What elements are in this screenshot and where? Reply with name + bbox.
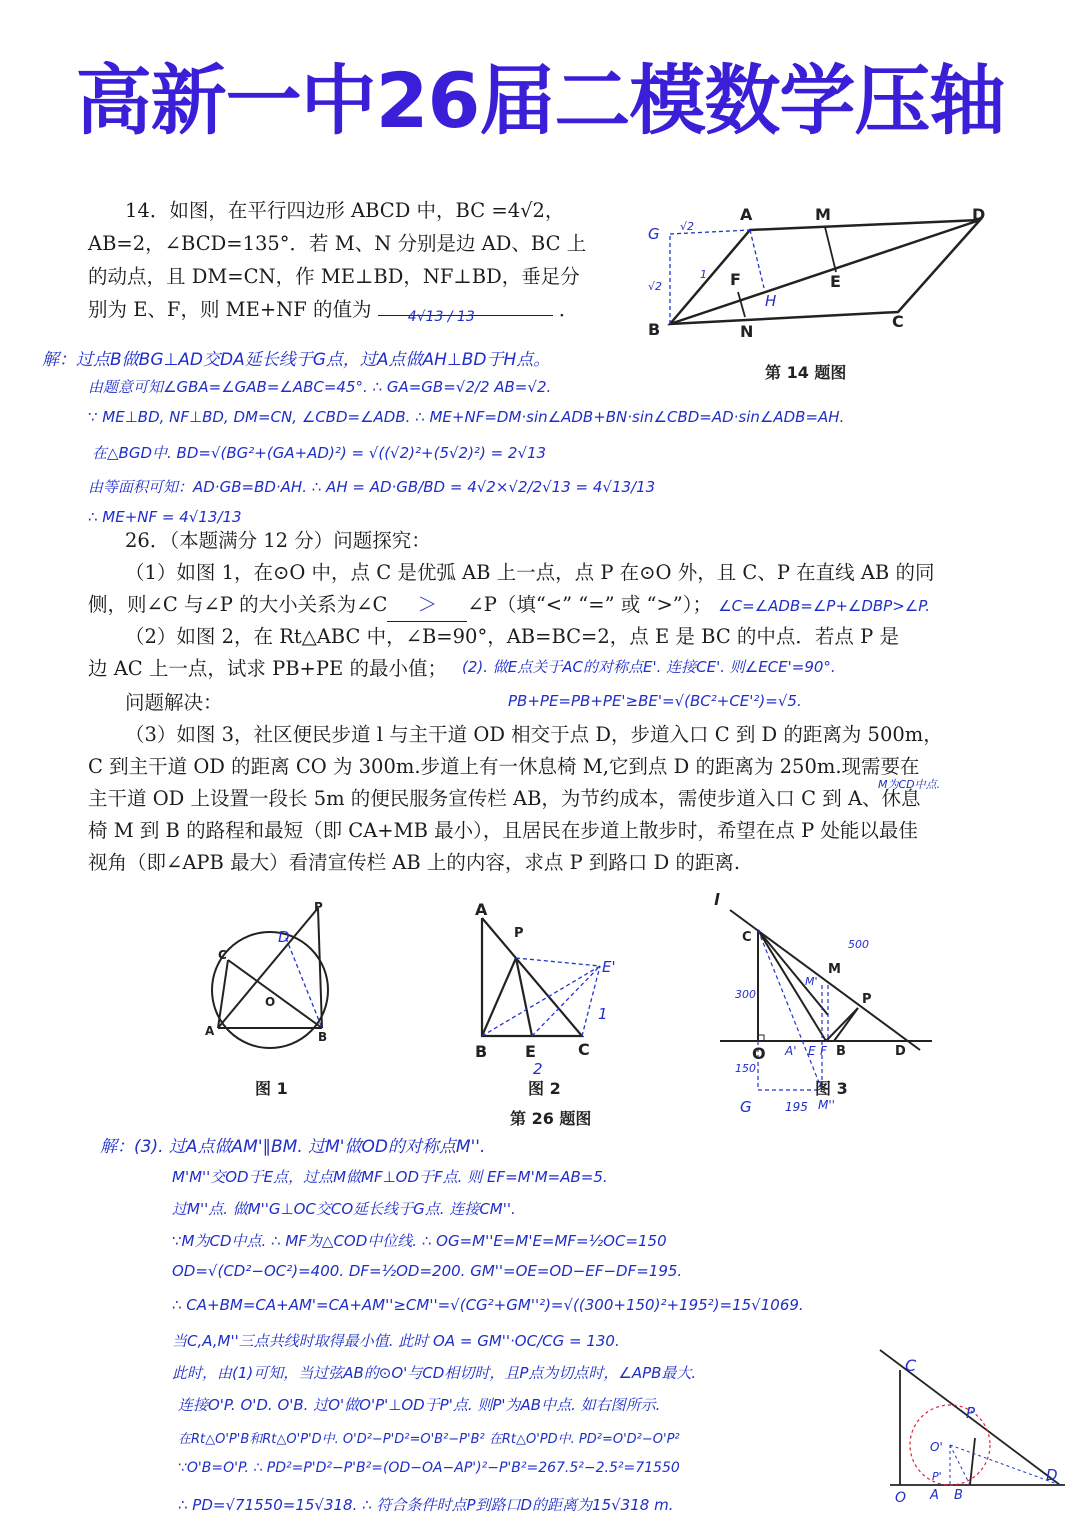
fig3-label-500: 500	[848, 938, 869, 951]
fig3-label-d: D	[895, 1044, 906, 1059]
mini-label-c: C	[905, 1356, 917, 1375]
q26-line1: （1）如图 1，在⊙O 中，点 C 是优弧 AB 上一点，点 P 在⊙O 外，且 C、P 在直线 AB 的同	[125, 561, 935, 584]
mini-label-d: D	[1046, 1466, 1058, 1484]
fig3-label-195: 195	[785, 1100, 808, 1114]
fig14-caption: 第 14 题图	[765, 363, 847, 382]
q14-line1: 14．如图，在平行四边形 ABCD 中，BC =4√2，	[125, 199, 565, 222]
fig3-label-m: M	[828, 962, 841, 977]
fig2-label-e: E	[525, 1042, 536, 1061]
fig3-label-150: 150	[735, 1062, 756, 1075]
sol14-line5: 由等面积可知：AD·GB=BD·AH. ∴ AH = AD·GB/BD = 4√2×√2/2√13 = 4√13/13	[88, 478, 656, 496]
q14-answer: 4√13 / 13	[407, 309, 475, 325]
fig14-label-g: G	[648, 225, 660, 243]
sol14-line3: ∵ ME⊥BD, NF⊥BD, DM=CN, ∠CBD=∠ADB. ∴ ME+NF=DM·sin∠ADB+BN·sin∠CBD=AD·sin∠ADB=AH.	[88, 408, 845, 426]
sol26-line1: 解：(3). 过A点做AM'∥BM. 过M'做OD的对称点M''.	[100, 1137, 486, 1157]
mini-sketch	[870, 1350, 1070, 1500]
fig2-caption: 图 2	[528, 1079, 561, 1098]
q14-answer-blank	[378, 309, 553, 325]
fig1-caption: 图 1	[255, 1079, 288, 1098]
fig3-label-m-double-prime: M''	[818, 1098, 835, 1112]
aux-ce1	[582, 966, 600, 1036]
fig1-label-a: A	[205, 1024, 215, 1038]
fig1-label-b: B	[318, 1030, 328, 1044]
mini-label-b: B	[954, 1488, 963, 1503]
sol26-line2: M'M''交OD于E点，过点M做MF⊥OD于F点. 则 EF=M'M=AB=5.	[172, 1168, 608, 1186]
q26-line3: （2）如图 2，在 Rt△ABC 中，∠B=90°，AB=BC=2，点 E 是 BC 的中点．若点 P 是	[125, 625, 899, 648]
q26-line2	[88, 588, 930, 623]
fig14-label-root2-left: √2	[648, 280, 663, 293]
sol26-line3: 过M''点. 做M''G⊥OC交CO延长线于G点. 连接CM''.	[172, 1200, 516, 1218]
q26-line6: （3）如图 3，社区便民步道 l 与主干道 OD 相交于点 D，步道入口 C 到 D 的距离为 500m，	[125, 723, 943, 746]
mini-label-p: P	[966, 1404, 976, 1422]
sol14-line2: 由题意可知∠GBA=∠GAB=∠ABC=45°. ∴ GA=GB=√2/2 AB=√2.	[88, 378, 552, 396]
q26-line8: 主干道 OD 上设置一段长 5m 的便民服务宣传栏 AB，为节约成本，需使步道入口 C 到 A、休息	[88, 787, 921, 810]
segment-ap	[826, 1008, 858, 1041]
q26-line2-b: ∠P（填“<” “=” 或 “>”）；	[467, 593, 713, 616]
q26-line5-handwriting: PB+PE=PB+PE'≥BE'=√(BC²+CE'²)=√5.	[508, 692, 802, 710]
fig14-label-root2-top: √2	[680, 220, 695, 233]
q26-line7-handwriting: M为CD中点.	[878, 778, 941, 791]
q26-blank-answer: ＞	[387, 588, 467, 622]
triangle-abc	[482, 918, 582, 1036]
q26-line7: C 到主干道 OD 的距离 CO 为 300m.步道上有一休息椅 M,它到点 D 的距离为 250m.现需要在	[88, 755, 920, 778]
fig14-label-b: B	[648, 320, 661, 339]
segment-pe	[516, 958, 532, 1036]
fig3-label-o: O	[752, 1044, 766, 1063]
q26-line4: 边 AC 上一点，试求 PB+PE 的最小值；	[88, 657, 447, 680]
fig14-label-e: E	[830, 272, 841, 291]
fig14-label-m: M	[815, 205, 831, 224]
mini-label-p-prime: P'	[932, 1470, 942, 1483]
fig3-label-e: E	[808, 1044, 816, 1058]
fig14-label-d: D	[972, 205, 986, 224]
fig14-label-h: H	[765, 292, 777, 310]
fig14-label-f: F	[730, 270, 741, 289]
fig2-label-p: P	[514, 926, 524, 941]
sol26-line12: ∴ PD=√71550=15√318. ∴ 符合条件时点P到路口D的距离为15√318 m.	[178, 1496, 674, 1514]
fig3-label-p: P	[862, 992, 872, 1007]
aux-ee1	[532, 966, 600, 1036]
q14-line2: AB=2，∠BCD=135°．若 M、N 分别是边 AD、BC 上	[88, 232, 587, 255]
fig3-caption: 图 3	[815, 1079, 848, 1098]
fig2-label-b: B	[475, 1042, 488, 1061]
segment-cm	[758, 930, 828, 1015]
aux-be1	[482, 966, 600, 1036]
q26-head: 26．（本题满分 12 分）问题探究：	[125, 529, 431, 552]
sol26-line5: OD=√(CD²−OC²)=400. DF=½OD=200. GM''=OE=OD−EF−DF=195.	[172, 1262, 683, 1280]
sol26-line8: 此时，由(1)可知，当过弦AB的⊙O'与CD相切时，且P点为切点时，∠APB最大.	[172, 1364, 697, 1382]
mini-label-a: A	[930, 1488, 939, 1503]
fig14-label-a: A	[740, 205, 753, 224]
sol26-line11: ∵O'B=O'P. ∴ PD²=P'D²−P'B²=(OD−OA−AP')²−P'B²=267.5²−2.5²=71550	[178, 1460, 680, 1476]
q26-line5: 问题解决：	[125, 691, 223, 714]
q26-line2-a: 侧，则∠C 与∠P 的大小关系为∠C	[88, 593, 388, 616]
fig3-label-a-prime: A'	[785, 1044, 797, 1058]
q26-line9: 椅 M 到 B 的路程和最短（即 CA+MB 最小），且居民在步道上散步时，希望在点 P 处能以最佳	[88, 819, 918, 842]
aux-pe1	[516, 958, 600, 966]
q26-line2-handwriting: ∠C=∠ADB=∠P+∠DBP>∠P.	[718, 597, 930, 615]
fig2-label-c: C	[578, 1040, 590, 1059]
fig2-label-two: 2	[533, 1060, 543, 1078]
fig14-label-n: N	[740, 322, 754, 341]
q14-line4-text: 别为 E、F，则 ME+NF 的值为	[88, 298, 372, 321]
segment-cb	[228, 960, 322, 1028]
fig2-label-one: 1	[598, 1005, 608, 1023]
segment-nf	[738, 292, 745, 317]
fig26-caption: 第 26 题图	[510, 1109, 592, 1128]
mini-label-o: O	[895, 1490, 907, 1506]
sol14-line4: 在△BGD中. BD=√(BG²+(GA+AD)²) = √((√2)²+(5√2)²) = 2√13	[92, 444, 547, 462]
q14-line3: 的动点，且 DM=CN，作 ME⊥BD，NF⊥BD，垂足分	[88, 265, 580, 288]
sol14-line6: ∴ ME+NF = 4√13/13	[88, 508, 242, 526]
sol14-line1: 解：过点B做BG⊥AD交DA延长线于G点，过A点做AH⊥BD于H点。	[42, 350, 551, 370]
fig3-label-g: G	[740, 1098, 752, 1116]
fig1-label-c: C	[218, 948, 227, 962]
segment-pb	[318, 908, 322, 1028]
fig14-label-c: C	[892, 312, 904, 331]
segment-ap	[218, 908, 318, 1028]
fig3-label-c: C	[742, 930, 752, 945]
figure-1	[200, 900, 340, 1070]
page-banner-title: 高新一中26届二模数学压轴	[75, 56, 1005, 145]
aux-ah	[750, 230, 764, 288]
q26-line4-handwriting: (2). 做E点关于AC的对称点E'. 连接CE'. 则∠ECE'=90°.	[462, 658, 836, 676]
fig14-label-one: 1	[700, 268, 707, 281]
fig3-label-b: B	[836, 1044, 846, 1059]
q14-line4: 别为 E、F，则 ME+NF 的值为 4√13 / 13 ．	[88, 293, 578, 326]
q26-line10: 视角（即∠APB 最大）看清宣传栏 AB 上的内容，求点 P 到路口 D 的距离.	[88, 851, 741, 874]
sol26-line6: ∴ CA+BM=CA+AM'=CA+AM''≥CM''=√(CG²+GM''²)=√((300+150)²+195²)=15√1069.	[172, 1296, 804, 1314]
fig3-label-f: F	[820, 1044, 827, 1058]
fig3-label-300: 300	[735, 988, 756, 1001]
sol26-line10: 在Rt△O'P'B和Rt△O'P'D中. O'D²−P'D²=O'B²−P'B² 在Rt△O'PD中. PD²=O'D²−O'P²	[178, 1432, 680, 1447]
sol26-line7: 当C,A,M''三点共线时取得最小值. 此时 OA = GM''·OC/CG = 130.	[172, 1332, 620, 1350]
fig1-label-o: O	[265, 995, 276, 1009]
fig3-label-m-prime: M'	[805, 975, 818, 988]
segment-me	[825, 227, 836, 272]
fig3-label-l: l	[714, 890, 720, 909]
figure-2	[470, 900, 630, 1060]
fig2-label-e-prime: E'	[602, 958, 616, 976]
sol26-line9: 连接O'P. O'D. O'B. 过O'做O'P'⊥OD于P'点. 则P'为AB中点. 如右图所示.	[178, 1396, 661, 1414]
fig1-label-d: D	[278, 928, 290, 946]
segment-pb	[482, 958, 516, 1036]
fig1-label-p: P	[314, 900, 323, 914]
sol26-line4: ∵M为CD中点. ∴ MF为△COD中位线. ∴ OG=M''E=M'E=MF=½OC=150	[172, 1232, 667, 1250]
fig2-label-a: A	[475, 900, 488, 919]
mini-label-o-prime: O'	[930, 1440, 943, 1454]
